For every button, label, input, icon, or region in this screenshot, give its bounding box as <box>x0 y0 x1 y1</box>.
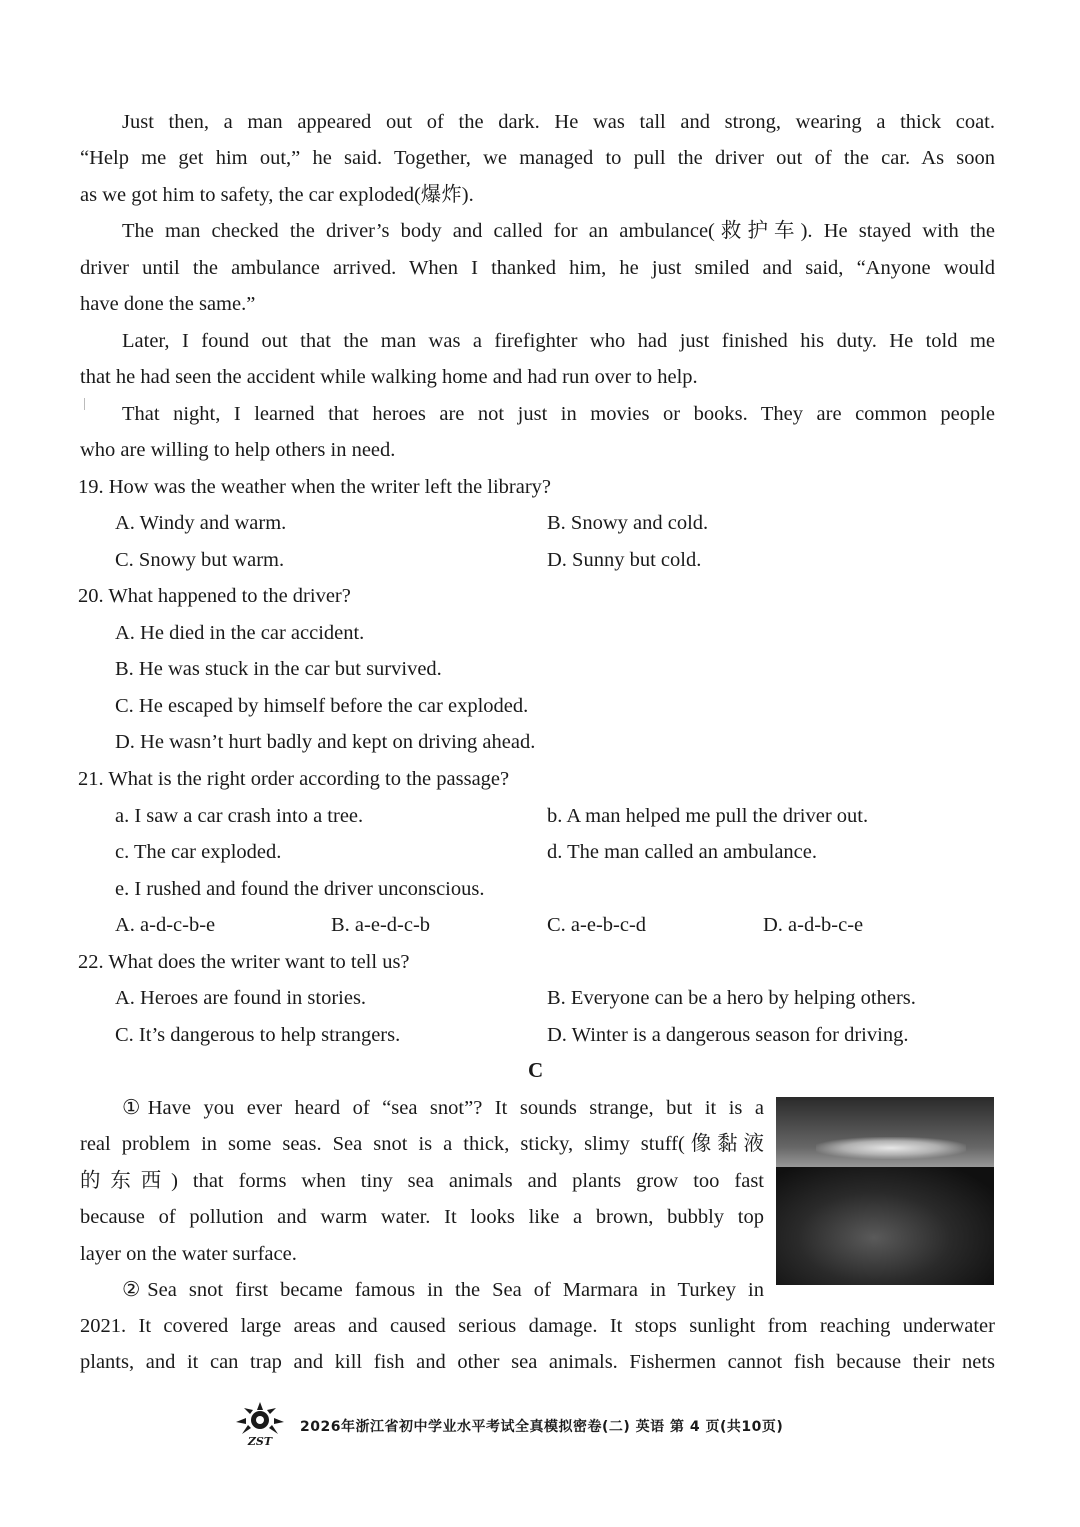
passage-b-p2-line-3: have done the same.” <box>80 293 256 315</box>
q22-option-d: D. Winter is a dangerous season for driving. <box>547 1024 909 1046</box>
q21-event-a: a. I saw a car crash into a tree. <box>115 805 364 827</box>
q20-stem: 20. What happened to the driver? <box>78 585 351 607</box>
passage-b-p4-line-2: who are willing to help others in need. <box>80 439 396 461</box>
q21-event-e: e. I rushed and found the driver unconscious. <box>115 878 485 900</box>
q20-option-c: C. He escaped by himself before the car exploded. <box>115 695 529 717</box>
q21-option-a: A. a-d-c-b-e <box>115 914 216 936</box>
passage-b-p3-line-2: that he had seen the accident while walking home and had run over to help. <box>80 366 698 388</box>
q21-option-c: C. a-e-b-c-d <box>547 914 647 936</box>
passage-b-p2-line-1: The man checked the driver’s body and called for an ambulance(救护车). He stayed with the <box>122 220 995 242</box>
photo-water <box>776 1167 994 1285</box>
passage-c-p1-line-1: ①Have you ever heard of “sea snot”? It sounds strange, but it is a <box>122 1097 764 1119</box>
q20-option-b: B. He was stuck in the car but survived. <box>115 658 442 680</box>
q21-event-b: b. A man helped me pull the driver out. <box>547 805 869 827</box>
passage-c-p2-line-2: 2021. It covered large areas and caused serious damage. It stops sunlight from reaching underwater <box>80 1315 995 1337</box>
scan-artifact <box>84 398 85 410</box>
logo-text: ZST <box>247 1435 273 1448</box>
passage-b-p1-line-2: “Help me get him out,” he said. Together, we managed to pull the driver out of the car. As soon <box>80 147 995 169</box>
q20-option-a: A. He died in the car accident. <box>115 622 365 644</box>
sea-snot-photo <box>776 1097 994 1285</box>
q22-option-c: C. It’s dangerous to help strangers. <box>115 1024 401 1046</box>
q19-option-b: B. Snowy and cold. <box>547 512 709 534</box>
passage-c-p1-line-3: 的东西) that forms when tiny sea animals and plants grow too fast <box>80 1170 764 1192</box>
passage-b-p1-line-1: Just then, a man appeared out of the dark. He was tall and strong, wearing a thick coat. <box>122 111 995 133</box>
q21-stem: 21. What is the right order according to the passage? <box>78 768 510 790</box>
passage-b-p3-line-1: Later, I found out that the man was a firefighter who had just finished his duty. He told me <box>122 330 995 352</box>
publisher-logo-icon <box>232 1400 288 1448</box>
photo-foam <box>816 1137 966 1159</box>
q19-option-d: D. Sunny but cold. <box>547 549 702 571</box>
q19-option-c: C. Snowy but warm. <box>115 549 285 571</box>
q22-option-b: B. Everyone can be a hero by helping others. <box>547 987 916 1009</box>
passage-b-p1-line-3: as we got him to safety, the car exploded(爆炸). <box>80 184 474 206</box>
passage-c-p2-line-3: plants, and it can trap and kill fish and other sea animals. Fishermen cannot fish because their nets <box>80 1351 995 1373</box>
q19-stem: 19. How was the weather when the writer left the library? <box>78 476 552 498</box>
passage-c-p2-line-1: ②Sea snot first became famous in the Sea of Marmara in Turkey in <box>122 1279 764 1301</box>
q19-option-a: A. Windy and warm. <box>115 512 287 534</box>
passage-c-p1-line-4: because of pollution and warm water. It looks like a brown, bubbly top <box>80 1206 764 1228</box>
q20-option-d: D. He wasn’t hurt badly and kept on driving ahead. <box>115 731 536 753</box>
page-footer: 2026年浙江省初中学业水平考试全真模拟密卷(二) 英语 第 4 页(共10页) <box>300 1419 784 1435</box>
passage-b-p2-line-2: driver until the ambulance arrived. When I thanked him, he just smiled and said, “Anyone would <box>80 257 995 279</box>
passage-c-p1-line-5: layer on the water surface. <box>80 1243 297 1265</box>
q21-option-d: D. a-d-b-c-e <box>763 914 864 936</box>
q21-event-c: c. The car exploded. <box>115 841 282 863</box>
q22-option-a: A. Heroes are found in stories. <box>115 987 367 1009</box>
q22-stem: 22. What does the writer want to tell us? <box>78 951 410 973</box>
q21-option-b: B. a-e-d-c-b <box>331 914 431 936</box>
passage-c-p1-line-2: real problem in some seas. Sea snot is a thick, sticky, slimy stuff(像黏液 <box>80 1133 764 1155</box>
passage-b-p4-line-1: That night, I learned that heroes are not just in movies or books. They are common people <box>122 403 995 425</box>
section-c-heading: C <box>528 1058 544 1082</box>
q21-event-d: d. The man called an ambulance. <box>547 841 817 863</box>
